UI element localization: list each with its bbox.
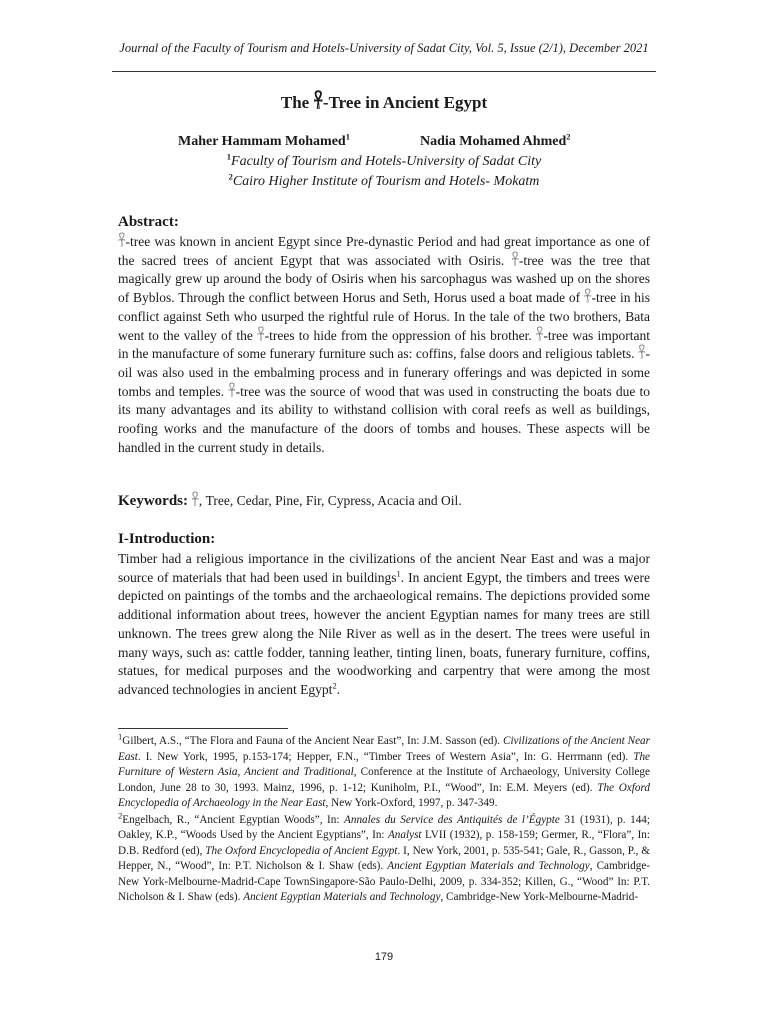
affiliation-2-mark: 2 [228, 171, 233, 182]
introduction-heading: I-Introduction: [118, 531, 216, 547]
affiliation-1-mark: 1 [226, 151, 232, 162]
footnote-2-segment: Annales du Service des Antiquités de l’Égypte [344, 813, 560, 826]
footnote-1-segment: , New York-Oxford, 1997, p. 347-349. [325, 797, 498, 809]
author-1 [178, 131, 350, 150]
footnote-ref-2[interactable]: 2 [332, 680, 337, 691]
author-2-name: Nadia Mohamed Ahmed [420, 134, 567, 149]
page-number: 179 [374, 951, 394, 963]
keywords-list: 𓋹, Tree, Cedar, Pine, Fir, Cypress, Acacia and Oil. [188, 493, 462, 508]
running-header: Journal of the Faculty of Tourism and Hotels-University of Sadat City, Vol. 5, Issue (2/1), December 2021 [119, 41, 649, 55]
footnote-1-segment: , Conference at the Institute of Archaeology, University College London, June 28 to 30, 1993. Mainz, 1996, p. 1-12; Kuniholm, P.I., “Wood”, In: E.M. Meyers (ed). [118, 766, 650, 794]
article-title: The 𓋹-Tree in Ancient Egypt [280, 93, 488, 112]
header-divider [112, 71, 656, 72]
footnote-1-segment: Gilbert, A.S., “The Flora and Fauna of the Ancient Near East”, In: J.M. Sasson (ed). [122, 735, 503, 747]
footnote-2-segment: The Oxford Encyclopedia of Ancient Egypt [205, 844, 398, 857]
footnote-2-segment: Analyst [387, 829, 422, 841]
affiliation-1 [112, 153, 656, 171]
footnote-1-segment: . I. New York, 1995, p.153-174; Hepper, F.N., “Timber Trees of Western Asia”, In: G. Herrmann (ed). [137, 750, 634, 763]
footnote-2 [118, 809, 651, 906]
author-2-mark: 2 [566, 131, 571, 142]
footnote-2-segment: , Cambridge-New York-Melbourne-Madrid-Cape TownSingapore-São Paulo-Delhi, 2009, p. 334-352; Killen, G., “Wood” In: P.T. Nicholson & I. Shaw (eds). [118, 860, 651, 903]
footnote-1-segment: The Furniture of Western Asia, Ancient and Traditional [118, 750, 650, 778]
footnote-ref-1[interactable]: 1 [396, 568, 401, 579]
footnote-2-segment: LVII (1932), p. 158-159; Germer, R., “Flora”, In: D.B. Redford (ed), [118, 829, 650, 857]
footnote-divider [118, 728, 288, 729]
author-1-name: Maher Hammam Mohamed [178, 134, 346, 149]
introduction-text-1: Timber had a religious importance in the civilizations of the ancient Near East and was a major source of materials that had been used in buildings [118, 551, 650, 585]
footnote-1-segment: Civilizations of the Ancient Near East [118, 735, 650, 763]
introduction-body [118, 550, 650, 700]
footnote-2-segment: Ancient Egyptian Materials and Technology [243, 891, 441, 903]
footnote-1-segment: The Oxford Encyclopedia of Archaeology in the Near East [118, 781, 650, 809]
introduction-text-3: . [336, 681, 341, 697]
abstract-body: 𓋹-tree was known in ancient Egypt since Pre-dynastic Period and had great importance as one of the sacred trees of ancient Egypt that was associated with Osiris. 𓋹-tree was the tree that magically grew up around the body of Osiris when his sarcophagus was washed up on the shores of Byblos. Through the conflict between Horus and Seth, Horus used a boat made of 𓋹-tree in his conflict against Seth who usurped the rightful rule of Horus. In the tale of the two brothers, Bata went to the valley of the 𓋹-trees to hide from the oppression of his brother. 𓋹-tree was important in the manufacture of some funerary furniture such as: coffins, false doors and religious tablets. 𓋹-oil was also used in the embalming process and in funerary offerings and was depicted in some tombs and temples. 𓋹-tree was the source of wood that was used in constructing the boats due to its many advantages and its ability to withstand collision with coral reefs as well as buildings, roofing works and the manufacture of the doors of tombs and houses. These aspects will be handled in the current study in details. [118, 234, 650, 455]
footnote-2-segment: Engelbach, R., “Ancient Egyptian Woods”, In: [122, 813, 345, 826]
footnote-2-segment: , Cambridge-New York-Melbourne-Madrid- [440, 891, 639, 903]
affiliation-1-text: Faculty of Tourism and Hotels-University of Sadat City [231, 154, 542, 169]
author-2 [420, 131, 571, 150]
footnote-1-number: 1 [118, 731, 123, 742]
author-line [112, 131, 656, 154]
affiliation-2 [112, 173, 656, 191]
keywords-label: Keywords: [118, 493, 188, 509]
footnote-2-segment: Ancient Egyptian Materials and Technology [387, 860, 590, 872]
abstract-heading: Abstract: [118, 214, 179, 230]
keywords-line [118, 491, 650, 511]
footnote-2-segment: . I, New York, 2001, p. 535-541; Gale, R., Gasson, P., & Hepper, N., “Wood”, In: P.T. Nicholson & I. Shaw (eds). [118, 844, 650, 872]
footnote-1 [118, 731, 650, 812]
introduction-text-2: . In ancient Egypt, the timbers and trees were depicted on paintings of the tombs and the archaeological remains. The depictions provided some additional information about trees, however the ancient Egyptian names for many trees are still unknown. The trees grew along the Nile River as well as in the desert. The trees were useful in many ways, such as: cattle fodder, tanning leather, tinting linen, boats, funerary furniture, coffins, statues, for medical purposes and the woodworking and carpentry that were among the most advanced technologies in ancient Egypt [118, 569, 650, 697]
author-1-mark: 1 [345, 131, 350, 142]
footnotes [118, 731, 651, 907]
affiliation-2-text: Cairo Higher Institute of Tourism and Hotels- Mokatm [232, 174, 540, 189]
footnote-2-segment: 31 (1931), p. 144; Oakley, K.P., “Woods Used by the Ancient Egyptians”, In: [118, 813, 651, 841]
footnote-2-number: 2 [118, 809, 123, 820]
